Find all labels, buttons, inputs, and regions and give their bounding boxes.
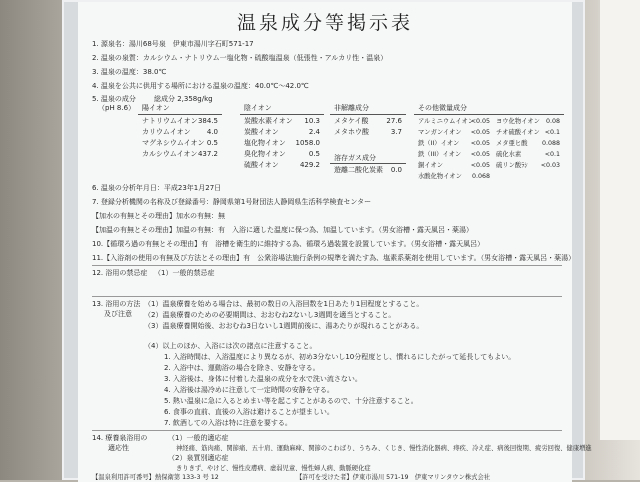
bathing-subnote: 5. 熱い温泉に急に入るとめまい等を起こすことがあるので、十分注意すること。 (164, 397, 418, 405)
item-8-water-added: 【加水の有無とその理由】加水の有無：無 (92, 212, 225, 220)
trace-value: <0.05 (470, 118, 490, 125)
nondiss-value: 27.6 (386, 117, 402, 125)
total-components: 総成分 2,358g/kg (154, 95, 213, 103)
item-11-bath-additives: 11.【入浴剤の使用の有無及び方法とその理由】有 公衆浴場法施行条例の規準を満たす為、塩素系薬剤を使用しています。（男女浴槽・露天風呂・薬湯） (92, 254, 576, 262)
cation-name: ナトリウムイオン (142, 117, 198, 125)
cation-name: カリウムイオン (142, 128, 191, 136)
bathing-subnote: 4. 入浴後は湯冷めに注意して一定時間の安静を守る。 (164, 386, 334, 394)
nondiss-name: メタケイ酸 (334, 117, 369, 125)
permit-number: 【温泉利用許可番号】熱保衛第 133-3 号 12 (92, 474, 219, 481)
trace-name: 鉄（III）イオン (418, 151, 462, 158)
item-12-contraindications: 12. 浴用の禁忌症 (92, 269, 148, 277)
trace-name: 硫化水素 (496, 151, 522, 158)
trace-value: <0.05 (470, 140, 490, 147)
permit-holder: 【許可を受けた者】伊東市湯川 571-19 伊東マリンタウン株式会社 (296, 474, 491, 481)
cations-header: 陽イオン (142, 104, 170, 112)
ph-value: （pH 8.6） (98, 104, 136, 112)
bathing-note-3: （3）温泉療養開始後、おおむね3日ないし1週間前後に、湯あたりが現れることがある。 (144, 322, 424, 330)
trace-value: <0.03 (540, 162, 560, 169)
item-14-applicability: 適応性 (108, 444, 129, 452)
trace-name: メタ亜ヒ酸 (496, 140, 528, 147)
cation-value: 384.5 (197, 117, 218, 125)
page-title: 温泉成分等掲示表 (236, 12, 413, 34)
bathing-subnote: 3. 入浴後は、身体に付着した温泉の成分を水で洗い流さない。 (164, 375, 362, 383)
trace-value: 0.08 (545, 118, 560, 125)
trace-name: アルミニウムイオン (418, 118, 475, 125)
anion-value: 1058.0 (295, 139, 320, 147)
item-5-components: 5. 温泉の成分 (92, 95, 136, 103)
anion-value: 0.5 (308, 150, 320, 158)
anion-name: 硫酸イオン (244, 161, 279, 169)
bathing-subnote: 6. 食事の直前、直後の入浴は避けることが望ましい。 (164, 408, 334, 416)
anion-value: 429.2 (299, 161, 320, 169)
adjacent-sign (598, 0, 640, 440)
cation-name: マグネシウムイオン (142, 139, 205, 147)
bathing-note-2: （2）温泉療養のための必要期間は、おおむね2ないし3週間を適当とすること。 (144, 311, 396, 319)
trace-value: 0.088 (541, 140, 560, 147)
item-6-analysis-date: 6. 温泉の分析年月日：平成23年1月27日 (92, 184, 222, 192)
anion-name: 塩化物イオン (244, 139, 286, 147)
gas-value: 0.0 (390, 166, 402, 174)
anion-name: 臭化物イオン (244, 150, 286, 158)
nondiss-value: 3.7 (390, 128, 402, 136)
cations-rule (138, 114, 222, 115)
anion-name: 炭酸イオン (244, 128, 279, 136)
trace-value: 0.068 (471, 173, 490, 180)
trace-rule (414, 114, 564, 115)
contraindications-general: （1）一般的禁忌症 (154, 269, 215, 277)
trace-value: <0.1 (544, 151, 560, 158)
bathing-subnote: 2. 入浴中は、運動浴の場合を除き、安静を守る。 (164, 364, 320, 372)
cation-name: カルシウムイオン (142, 150, 198, 158)
item-4-use-temperature: 4. 温泉を公共に供用する場所における温泉の温度：40.0℃〜42.0℃ (92, 82, 309, 90)
indications-general-text: 神経痛、筋肉痛、関節痛、五十肩、運動麻痺、関節のこわばり、うちみ、くじき、慢性消化器病、痔疾、冷え症、病後回復期、疲労回復、健康増進 (176, 445, 592, 452)
anion-value: 2.4 (308, 128, 320, 136)
trace-value: <0.05 (470, 129, 490, 136)
trace-value: <0.05 (470, 162, 490, 169)
bathing-note-4: （4）以上のほか、入浴には次の諸点に注意すること。 (144, 342, 317, 350)
gas-rule (330, 163, 406, 164)
trace-name: 水酸化物イオン (418, 173, 462, 180)
cation-value: 437.2 (197, 150, 218, 158)
notice-sheet (78, 2, 592, 482)
cation-value: 4.0 (206, 128, 218, 136)
trace-name: 鉄（II）イオン (418, 140, 460, 147)
trace-name: マンガンイオン (418, 129, 462, 136)
anion-name: 炭酸水素イオン (244, 117, 293, 125)
item-3-temperature: 3. 温泉の温度：38.0℃ (92, 68, 167, 76)
trace-value: <0.1 (544, 129, 560, 136)
anions-rule (240, 114, 324, 115)
bathing-note-1: （1）温泉療養を始める場合は、最初の数日の入浴回数を1日あたり1回程度とすること。 (144, 300, 424, 308)
trace-name: チオ硫酸イオン (496, 129, 540, 136)
item-14-indications: 14. 療養泉浴用の (92, 434, 148, 442)
bathing-subnote: 1. 入浴時間は、入浴温度により異なるが、初め3分ないし10分程度とし、慣れるにしたがって延長してもよい。 (164, 353, 516, 361)
trace-name: 銅イオン (418, 162, 443, 169)
item-2-spring-quality: 2. 温泉の泉質：カルシウム・ナトリウム一塩化物・硫酸塩温泉（低張性・アルカリ性・温泉） (92, 54, 388, 62)
cation-value: 0.5 (206, 139, 218, 147)
indications-by-type: （2）泉質別適応症 (168, 454, 229, 462)
nondiss-name: メタホウ酸 (334, 128, 369, 136)
nondiss-rule (330, 114, 406, 115)
trace-value: <0.05 (470, 151, 490, 158)
item-10-circulation: 10.【循環ろ過の有無とその理由】有 浴槽を衛生的に維持する為、循環ろ過装置を設置しています。（男女浴槽・露天風呂） (92, 240, 485, 248)
trace-name: 硫リン酸ﾗｼ (496, 162, 528, 169)
nondiss-header: 非解離成分 (334, 104, 369, 112)
item-9-heating: 【加温の有無とその理由】加温の有無：有 入浴に適した温度に保つ為、加温しています。（男女浴槽・露天風呂・薬湯） (92, 226, 473, 234)
trace-header: その他微量成分 (418, 104, 467, 112)
anions-header: 陰イオン (244, 104, 272, 112)
anion-value: 10.3 (304, 117, 320, 125)
item-1-source-name: 1. 源泉名：湯川68号泉 伊東市湯川字石町571-17 (92, 40, 254, 48)
item-13-bathing-method: 13. 浴用の方法 (92, 300, 141, 308)
indications-general: （1）一般的適応症 (168, 434, 229, 442)
bathing-subnote: 7. 飲酒しての入浴は特に注意を要する。 (164, 419, 292, 427)
notice-board (62, 0, 592, 481)
gas-name: 遊離二酸化炭素 (334, 166, 383, 174)
item-13-caution: 及び注意 (104, 310, 132, 318)
divider (92, 265, 562, 266)
item-7-registered-lab: 7. 登録分析機関の名称及び登録番号：静岡県第1号財団法人静岡県生活科学検査センター (92, 198, 372, 206)
divider (92, 430, 562, 431)
divider (92, 296, 562, 297)
gas-header: 溶存ガス成分 (334, 154, 376, 162)
wall-left (0, 0, 62, 480)
indications-by-type-text: きりきず、やけど、慢性皮膚病、虚弱児童、慢性婦人病、動脈硬化症 (176, 465, 371, 472)
trace-name: ヨウ化物イオン (496, 118, 540, 125)
